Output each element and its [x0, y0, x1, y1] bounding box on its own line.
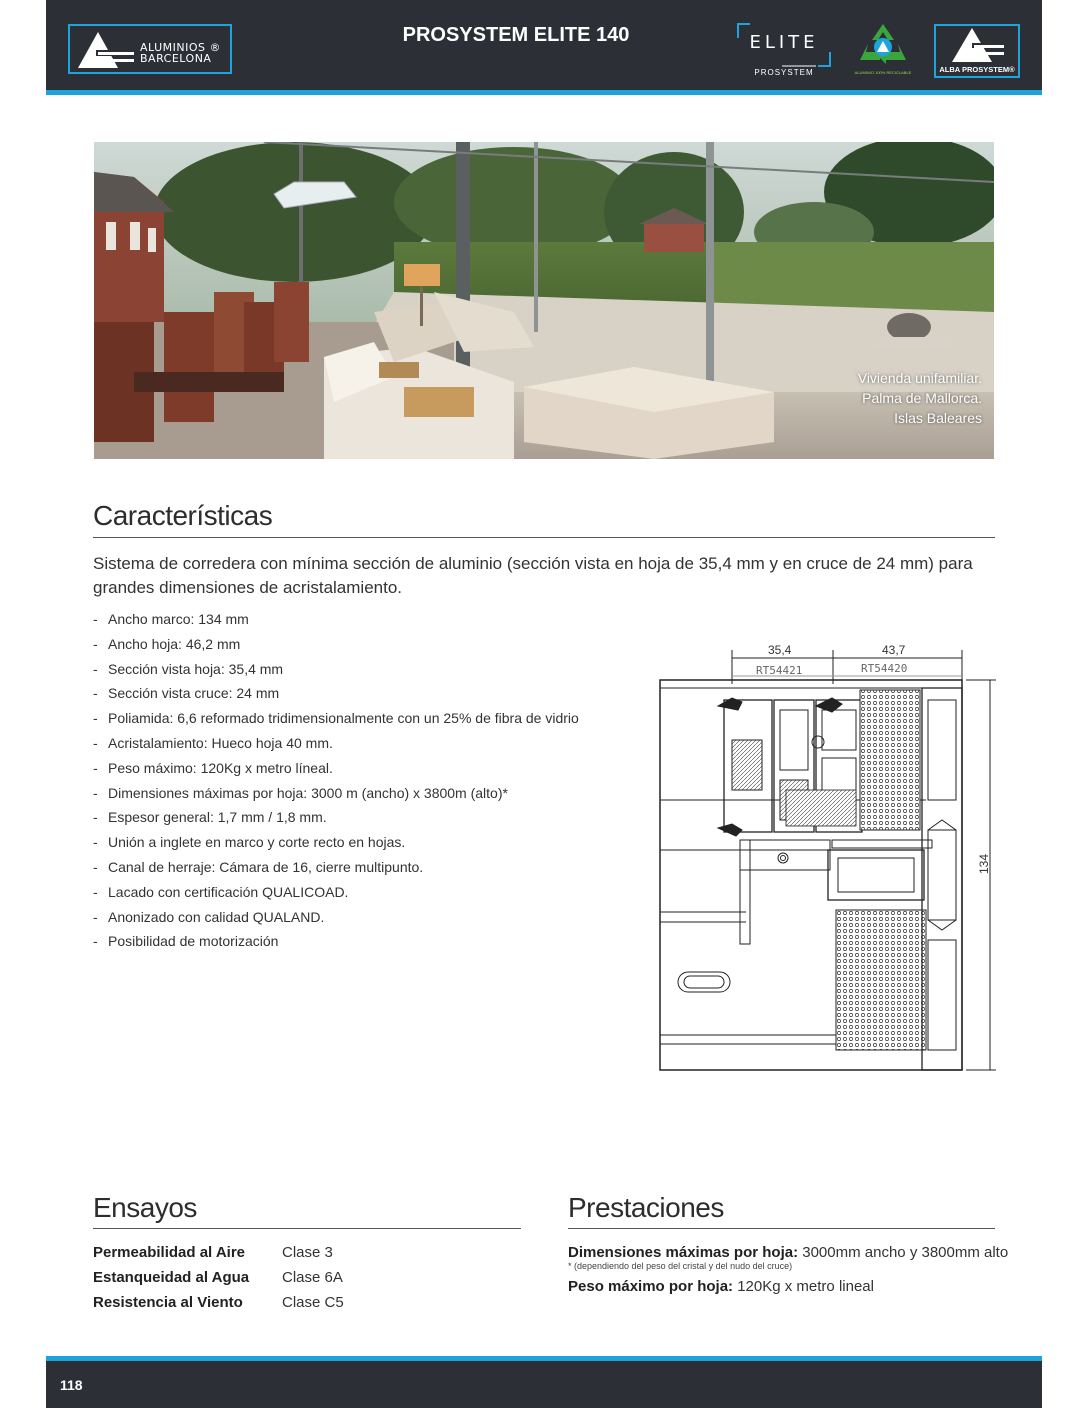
list-item: - Acristalamiento: Hueco hoja 40 mm.	[93, 734, 333, 751]
tests-divider	[93, 1228, 521, 1229]
brand-name: ALUMINIOS ® BARCELONA	[140, 41, 222, 65]
list-item: - Ancho hoja: 46,2 mm	[93, 635, 241, 652]
ref-right-label: RT54420	[861, 662, 908, 675]
house-photo	[94, 142, 994, 459]
alba-text: ALBA PROSYSTEM®	[939, 65, 1015, 74]
performance-block	[568, 1243, 1008, 1297]
list-item: - Peso máximo: 120Kg x metro líneal.	[93, 759, 333, 776]
triangle-logo-icon	[936, 26, 1018, 66]
photo-caption: Vivienda unifamiliar. Palma de Mallorca. Islas Baleares	[857, 370, 982, 426]
dimensions-note: * (dependiendo del peso del cristal y del nudo del cruce)	[568, 1261, 793, 1271]
dim-height-label: 134	[977, 853, 991, 874]
list-item: - Dimensiones máximas por hoja: 3000 m (ancho) x 3800m (alto)*	[93, 784, 508, 801]
performance-divider	[568, 1228, 995, 1229]
header-bar	[46, 0, 1042, 92]
list-item: - Posibilidad de motorización	[93, 933, 279, 950]
list-item: - Sección vista cruce: 24 mm	[93, 685, 280, 702]
features-title: Características	[93, 500, 273, 531]
list-item: - Anonizado con calidad QUALAND.	[93, 908, 325, 925]
page-number: 118	[60, 1377, 83, 1393]
list-item: - Lacado con certificación QUALICOAD.	[93, 883, 349, 900]
page-title: PROSYSTEM ELITE 140	[402, 24, 630, 46]
list-item: - Ancho marco: 134 mm	[93, 611, 249, 627]
recycle-text: ALUMINIO 100% RECICLABLE	[854, 70, 912, 75]
max-dimensions: Dimensiones máximas por hoja: 3000mm ancho y 3800mm alto	[568, 1244, 1009, 1261]
ref-left-label: RT54421	[756, 664, 803, 677]
dim-right-label: 43,7	[882, 643, 906, 657]
triangle-logo-icon	[72, 26, 142, 72]
performance-title: Prestaciones	[568, 1192, 724, 1223]
features-divider	[93, 537, 995, 538]
elite-logo	[736, 22, 832, 80]
technical-drawing-image	[656, 640, 996, 1076]
features-list	[93, 609, 579, 956]
list-item: - Sección vista hoja: 35,4 mm	[93, 660, 284, 677]
aluminios-barcelona-logo	[68, 24, 232, 74]
header-accent-stripe	[46, 90, 1042, 95]
table-row: Permeabilidad al Aire Clase 3	[93, 1244, 333, 1261]
features-intro: Sistema de corredera con mínima sección de aluminio (sección vista en hoja de 35,4 mm y en cruce de 24 mm) para grandes dimensiones de acristalamiento.	[93, 554, 973, 597]
table-row: Estanqueidad al Agua Clase 6A	[93, 1269, 343, 1286]
tests-title: Ensayos	[93, 1192, 197, 1223]
alba-prosystem-logo	[934, 24, 1020, 78]
profile-section-drawing	[656, 640, 996, 1076]
tests-table	[93, 1243, 493, 1318]
recycle-logo	[852, 20, 914, 80]
elite-sub: PROSYSTEM	[754, 68, 814, 77]
list-item: - Poliamida: 6,6 reformado tridimensionalmente con un 25% de fibra de vidrio	[93, 710, 579, 727]
footer-bar	[46, 1361, 1042, 1408]
list-item: - Unión a inglete en marco y corte recto en hojas.	[93, 834, 406, 851]
elite-word: ELITE	[749, 32, 819, 53]
max-weight: Peso máximo por hoja: 120Kg x metro lineal	[568, 1278, 874, 1295]
list-item: - Espesor general: 1,7 mm / 1,8 mm.	[93, 809, 327, 826]
dim-left-label: 35,4	[768, 643, 792, 657]
recycle-icon	[852, 20, 914, 70]
table-row: Resistencia al Viento Clase C5	[93, 1294, 344, 1311]
list-item: - Canal de herraje: Cámara de 16, cierre multipunto.	[93, 858, 424, 875]
